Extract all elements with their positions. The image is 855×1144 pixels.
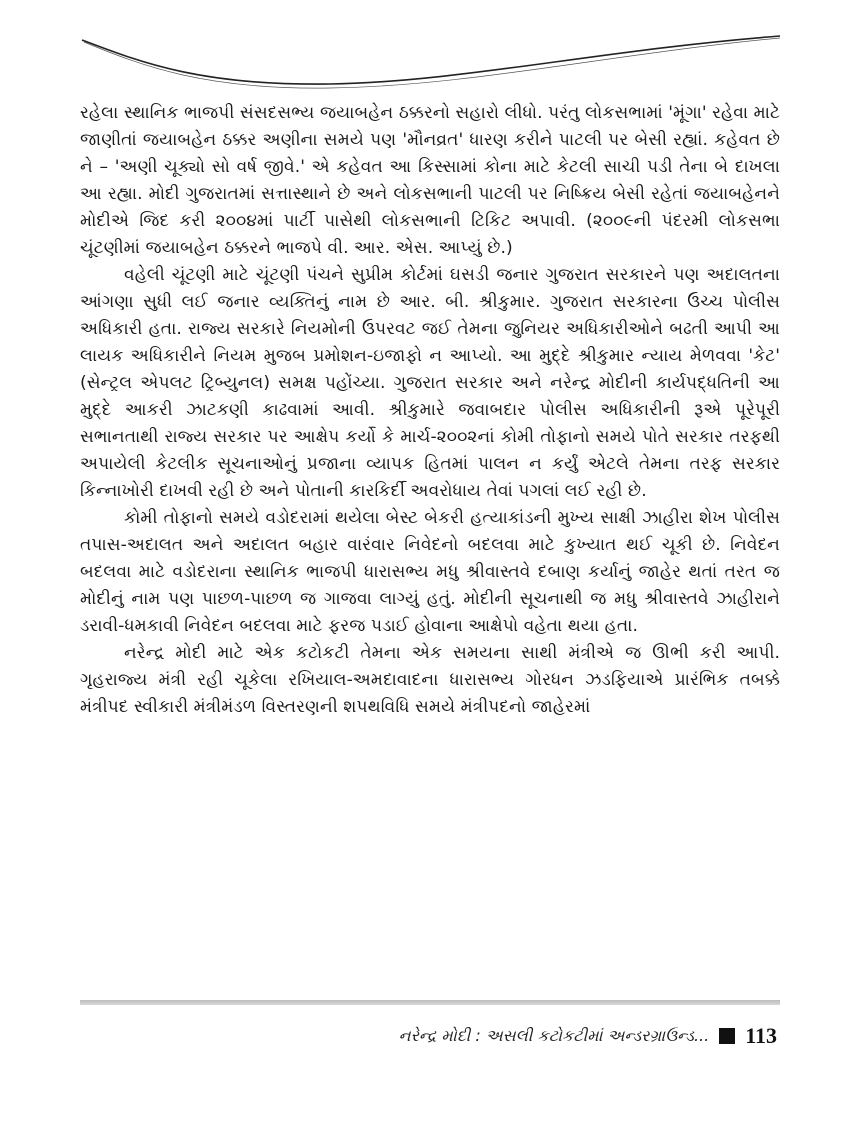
running-footer-title: નરેન્દ્ર મોદી : અસલી કટોકટીમાં અન્ડરગ્રાઉન્ડ... bbox=[398, 1026, 710, 1045]
paragraph-3: કોમી તોફાનો સમયે વડોદરામાં થયેલા બેસ્ટ બેકરી હત્યાકાંડની મુખ્ય સાક્ષી ઝાહીરા શેખ પોલીસ તપાસ-અદાલત અને અદાલત બહાર વારંવાર નિવેદનો બદલવા માટે કુખ્યાત થઈ ચૂકી છે. નિવેદન બદલવા માટે વડોદરાના સ્થાનિક ભાજપી ધારાસભ્ય મધુ શ્રીવાસ્તવે દબાણ કર્યાનું જાહેર થતાં તરત જ મોદીનું નામ પણ પાછળ-પાછળ જ ગાજવા લાગ્યું હતું. મોદીની સૂચનાથી જ મધુ શ્રીવાસ્તવે ઝાહીરાને ડરાવી-ધમકાવી નિવેદન બદલવા માટે ફરજ પડાઈ હોવાના આક્ષેપો વહેતા થયા હતા. bbox=[80, 508, 780, 636]
paragraph-2: વહેલી ચૂંટણી માટે ચૂંટણી પંચને સુપ્રીમ કોર્ટમાં ઘસડી જનાર ગુજરાત સરકારને પણ અદાલતના આંગણા સુધી લઈ જનાર વ્યક્તિનું નામ છે આર. બી. શ્રીકુમાર. ગુજરાત સરકારના ઉચ્ચ પોલીસ અધિકારી હતા. રાજ્ય સરકારે નિયમોની ઉપરવટ જઈ તેમના જુનિયર અધિકારીઓને બઢતી આપી આ લાયક અધિકારીને નિયમ મુજબ પ્રમોશન-ઇજાફો ન આપ્યો. આ મુદ્દે શ્રીકુમાર ન્યાય મેળવવા 'કેટ' (સેન્ટ્રલ એપલટ ટ્રિબ્યુનલ) સમક્ષ પહોંચ્યા. ગુજરાત સરકાર અને નરેન્દ્ર મોદીની કાર્યપદ્ધતિની આ મુદ્દે આકરી ઝાટકણી કાઢવામાં આવી. શ્રીકુમારે જવાબદાર પોલીસ અધિકારીની રૂએ પૂરેપૂરી સભાનતાથી રાજ્ય સરકાર પર આક્ષેપ કર્યો કે માર્ચ-૨૦૦૨નાં કોમી તોફાનો સમયે પોતે સરકાર તરફથી અપાયેલી કેટલીક સૂચનાઓનું પ્રજાના વ્યાપક હિતમાં પાલન ન કર્યું એટલે તેમના તરફ સરકાર કિન્નાખોરી દાખવી રહી છે અને પોતાની કારકિર્દી અવરોધાય તેવાં પગલાં લઈ રહી છે. bbox=[80, 265, 780, 501]
paragraph-1: રહેલા સ્થાનિક ભાજપી સંસદસભ્ય જયાબહેન ઠક્કરનો સહારો લીધો. પરંતુ લોકસભામાં 'મૂંગા' રહેવા માટે જાણીતાં જયાબહેન ઠક્કર અણીના સમયે પણ 'મૌનવ્રત' ધારણ કરીને પાટલી પર બેસી રહ્યાં. કહેવત છે ને – 'અણી ચૂક્યો સો વર્ષ જીવે.' એ કહેવત આ કિસ્સામાં કોના માટે કેટલી સાચી પડી તેના બે દાખલા આ રહ્યા. મોદી ગુજરાતમાં સત્તાસ્થાને છે અને લોકસભાની પાટલી પર નિષ્ક્રિય બેસી રહેતાં જયાબહેનને મોદીએ જિદ કરી ૨૦૦૪માં પાર્ટી પાસેથી લોકસભાની ટિકિટ અપાવી. (૨૦૦૯ની પંદરમી લોકસભા ચૂંટણીમાં જયાબહેન ઠક્કરને ભાજપે વી. આર. એસ. આપ્યું છે.) bbox=[80, 103, 780, 258]
page-number: 113 bbox=[745, 1023, 777, 1048]
paragraph-4: નરેન્દ્ર મોદી માટે એક કટોકટી તેમના એક સમયના સાથી મંત્રીએ જ ઊભી કરી આપી. ગૃહરાજ્ય મંત્રી રહી ચૂકેલા રખિયાલ-અમદાવાદના ધારાસભ્ય ગોરધન ઝડફિયાએ પ્રારંભિક તબક્કે મંત્રીપદ સ્વીકારી મંત્રીમંડળ વિસ્તરણની શપથવિધિ સમયે મંત્રીપદનો જાહેરમાં bbox=[80, 643, 780, 717]
footer-rule bbox=[80, 1000, 780, 1005]
square-bullet-icon bbox=[719, 1028, 735, 1044]
header-wave-ornament bbox=[0, 0, 855, 100]
page-footer bbox=[399, 1023, 777, 1049]
body-text bbox=[80, 100, 780, 721]
